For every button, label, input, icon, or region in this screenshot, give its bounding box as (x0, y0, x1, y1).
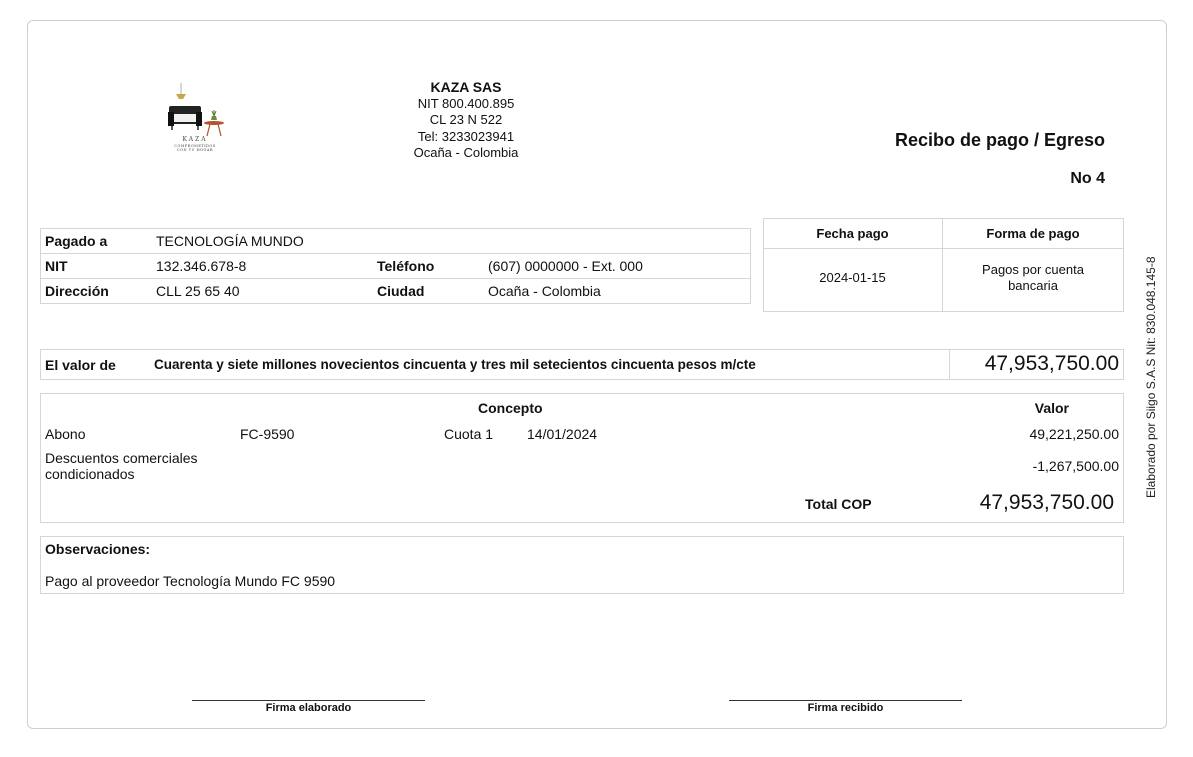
paid-to-value: TECNOLOGÍA MUNDO (156, 233, 304, 249)
amount-in-words: Cuarenta y siete millones novecientos cincuenta y tres mil setecientos cincuenta pesos m/cte (154, 357, 756, 372)
total-value: 47,953,750.00 (979, 491, 1114, 514)
payment-date-value: 2024-01-15 (819, 270, 886, 285)
company-name: KAZA SAS (430, 79, 502, 95)
observations-label: Observaciones: (45, 541, 151, 557)
address-label: Dirección (45, 283, 109, 299)
company-address: CL 23 N 522 (429, 112, 503, 127)
company-nit: NIT 800.400.895 (417, 95, 515, 111)
payment-method-value: Pagos por cuenta bancaria (982, 262, 1084, 293)
company-logo (160, 80, 230, 152)
observations-text: Pago al proveedor Tecnología Mundo FC 9590 (45, 573, 336, 589)
signature-received-label: Firma recibido (807, 702, 884, 714)
total-label: Total COP (805, 496, 872, 512)
document-title: Recibo de pago / Egreso (894, 130, 1105, 150)
paid-to-label: Pagado a (45, 233, 108, 249)
address-value: CLL 25 65 40 (156, 283, 240, 299)
company-phone: Tel: 3233023941 (417, 128, 515, 144)
divider (763, 248, 1124, 249)
signature-line-prepared (192, 700, 425, 701)
row-date: 14/01/2024 (527, 426, 598, 442)
amount-value: 47,953,750.00 (984, 352, 1119, 375)
signature-line-received (729, 700, 962, 701)
payment-date-label: Fecha pago (816, 226, 889, 241)
row-quota: Cuota 1 (444, 426, 494, 442)
logo-wordmark: KAZA (182, 136, 208, 143)
logo-tagline-2: CON TU HOGAR (177, 148, 213, 152)
divider (40, 253, 751, 254)
row-description: Abono (45, 426, 86, 442)
row-value: 49,221,250.00 (1029, 426, 1119, 442)
phone-label: Teléfono (377, 258, 435, 274)
row-document: FC-9590 (240, 426, 295, 442)
concept-header: Concepto (478, 400, 543, 416)
row-description: Descuentos comerciales condicionados (45, 450, 198, 482)
company-info (366, 79, 566, 162)
value-header: Valor (1034, 400, 1069, 416)
signature-prepared-label: Firma elaborado (265, 702, 352, 714)
armchair-logo-icon (160, 80, 230, 136)
document-number: No 4 (1070, 170, 1105, 187)
city-label: Ciudad (377, 283, 425, 299)
amount-label: El valor de (45, 357, 116, 373)
phone-value: (607) 0000000 - Ext. 000 (488, 258, 643, 274)
divider (40, 278, 751, 279)
nit-value: 132.346.678-8 (156, 258, 247, 274)
payment-method-label: Forma de pago (986, 226, 1080, 241)
row-value: -1,267,500.00 (1032, 458, 1119, 474)
city-value: Ocaña - Colombia (488, 283, 601, 299)
company-city: Ocaña - Colombia (413, 145, 519, 160)
logo-tagline-1: COMPROMETIDOS (174, 144, 216, 148)
nit-label: NIT (45, 258, 68, 274)
side-note: Elaborado por Siigo S.A.S Nit: 830.048.145-8 (1144, 256, 1158, 498)
